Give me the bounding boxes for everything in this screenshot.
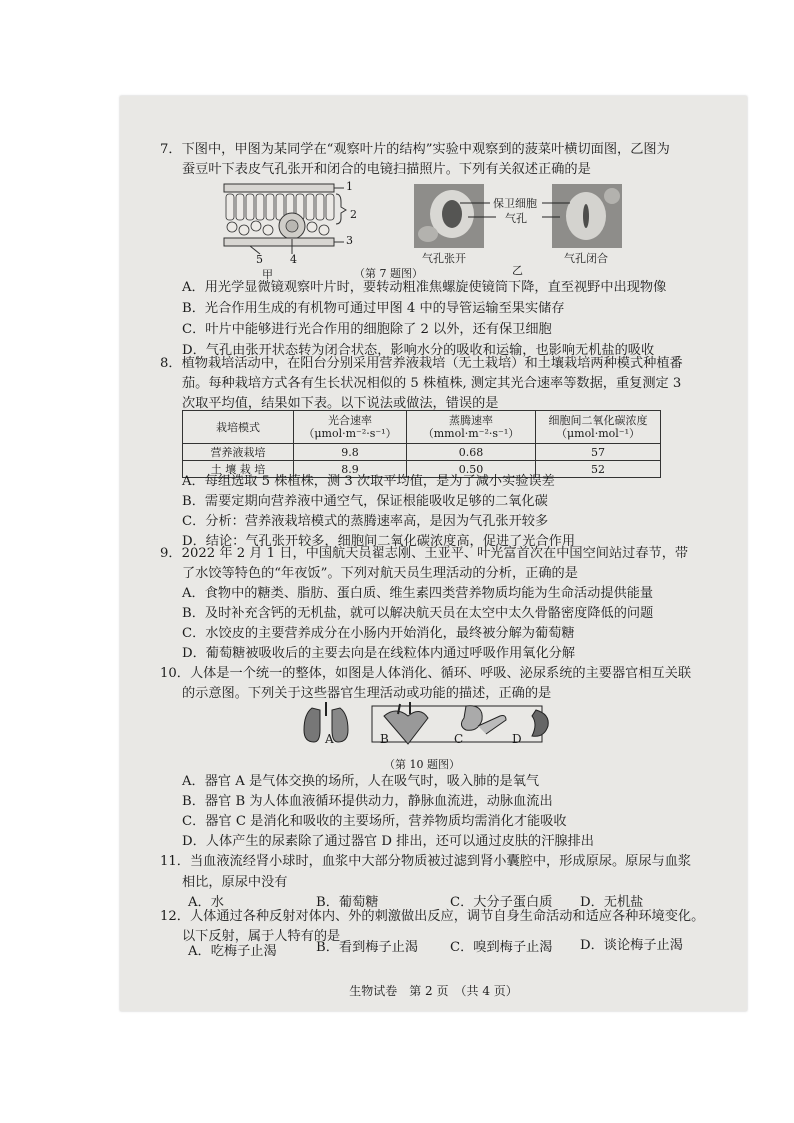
q11-stem-line1: 11．当血液流经肾小球时，血浆中大部分物质被过滤到肾小囊腔中，形成原尿。原尿与血浆: [160, 854, 692, 869]
q8-stem-line1: 8．植物栽培活动中，在阳台分别采用营养液栽培（无土栽培）和土壤栽培两种模式种植番: [160, 356, 683, 371]
organ-label-b: B: [380, 732, 389, 746]
organ-label-c: C: [454, 732, 464, 746]
q10-figure-caption: （第 10 题图）: [384, 758, 460, 771]
q11-option-a: A．水: [188, 895, 224, 910]
q12-option-a: A．吃梅子止渴: [188, 944, 277, 959]
q10-stem-line2: 的示意图。下列关于这些器官生理活动或功能的描述，正确的是: [182, 686, 552, 701]
organ-label-a: A: [325, 732, 334, 746]
q8-option-b: B．需要定期向营养液中通空气，保证根能吸收足够的二氧化碳: [182, 494, 548, 509]
q10-option-a: A．器官 A 是气体交换的场所，人在吸气时，吸入肺的是氧气: [182, 774, 540, 789]
q12-option-d: D．谈论梅子止渴: [580, 938, 683, 953]
q8-option-d: D．结论：气孔张开较多，细胞间二氧化碳浓度高，促进了光合作用: [182, 534, 576, 549]
q9-option-b: B．及时补充含钙的无机盐，就可以解决航天员在太空中太久骨骼密度降低的问题: [182, 606, 654, 621]
q10-option-b: B．器官 B 为人体血液循环提供动力，静脉血流进，动脉血流出: [182, 794, 553, 809]
table-header-co2: 细胞间二氧化碳浓度 （μmol·mol⁻¹）: [536, 411, 661, 444]
table-header-photosynthesis: 光合速率 （μmol·m⁻²·s⁻¹）: [294, 411, 407, 444]
q7-stem-line2: 蚕豆叶下表皮气孔张开和闭合的电镜扫描照片。下列有关叙述正确的是: [182, 162, 591, 177]
page-footer: 生物试卷 第 2 页 （共 4 页）: [349, 984, 518, 998]
q7-figure-caption: （第 7 题图）: [354, 267, 423, 280]
exam-page: [120, 96, 747, 1011]
leaf-label-4: 4: [290, 253, 297, 266]
q7-option-d: D．气孔由张开状态转为闭合状态，影响水分的吸收和运输，也影响无机盐的吸收: [182, 343, 655, 358]
q7-option-a: A．用光学显微镜观察叶片时，要转动粗准焦螺旋使镜筒下降，直至视野中出现物像: [182, 280, 667, 295]
q7-option-b: B．光合作用生成的有机物可通过甲图 4 中的导管运输至果实储存: [182, 301, 565, 316]
q8-stem-line2: 茄。每种栽培方式各有生长状况相似的 5 株植株, 测定其光合速率等数据，重复测定 3: [182, 376, 682, 391]
q7-option-c: C．叶片中能够进行光合作用的细胞除了 2 以外，还有保卫细胞: [182, 322, 552, 337]
table-row: 营养液栽培 9.8 0.68 57: [183, 444, 661, 461]
guard-cell-label: 保卫细胞: [493, 197, 537, 210]
q11-option-c: C．大分子蛋白质: [450, 895, 553, 910]
q12-stem-line1: 12．人体通过各种反射对体内、外的刺激做出反应，调节自身生命活动和适应各种环境变化。: [160, 909, 705, 924]
q11-option-b: B．葡萄糖: [316, 895, 379, 910]
leaf-label-5: 5: [256, 253, 263, 266]
figure-label-jia: 甲: [262, 268, 273, 281]
stoma-label: 气孔: [505, 212, 527, 225]
q10-option-c: C．器官 C 是消化和吸收的主要场所，营养物质均需消化才能吸收: [182, 814, 567, 829]
q11-option-d: D．无机盐: [580, 895, 644, 910]
kidney-icon: [532, 710, 548, 736]
heart-icon: [384, 702, 428, 744]
stoma-open-caption: 气孔张开: [422, 252, 466, 265]
q12-stem-line2: 以下反射，属于人特有的是: [182, 929, 341, 944]
stoma-closed-caption: 气孔闭合: [564, 252, 608, 265]
q7-stem-line1: 7．下图中，甲图为某同学在“观察叶片的结构”实验中观察到的菠菜叶横切面图，乙图为: [160, 142, 670, 157]
q10-stem-line1: 10．人体是一个统一的整体，如图是人体消化、循环、呼吸、泌尿系统的主要器官相互关联: [160, 666, 692, 681]
figure-label-yi: 乙: [512, 264, 523, 277]
q9-stem-line2: 了水饺等特色的“年夜饭”。下列对航天员生理活动的分析，正确的是: [182, 566, 578, 581]
q9-option-a: A．食物中的糖类、脂肪、蛋白质、维生素四类营养物质均能为生命活动提供能量: [182, 586, 654, 601]
leaf-label-2: 2: [350, 208, 357, 221]
table-header-transpiration: 蒸腾速率 （mmol·m⁻²·s⁻¹）: [407, 411, 536, 444]
q8-stem-line3: 次取平均值，结果如下表。以下说法或做法，错误的是: [182, 396, 499, 411]
q11-stem-line2: 相比，原尿中没有: [182, 875, 288, 890]
table-row: 土 壤 栽 培 8.9 0.50 52: [183, 461, 661, 478]
q12-option-c: C．嗅到梅子止渴: [450, 940, 553, 955]
q9-stem-line1: 9．2022 年 2 月 1 日，中国航天员翟志刚、王亚平、叶光富首次在中国空间站过春节，带: [160, 546, 689, 561]
organ-label-d: D: [512, 732, 522, 746]
q12-option-b: B．看到梅子止渴: [316, 940, 419, 955]
q8-option-c: C．分析：营养液栽培模式的蒸腾速率高，是因为气孔张开较多: [182, 514, 549, 529]
q10-option-d: D．人体产生的尿素除了通过器官 D 排出，还可以通过皮肤的汗腺排出: [182, 834, 594, 849]
table-header-mode: 栽培模式: [183, 411, 294, 444]
q9-option-c: C．水饺皮的主要营养成分在小肠内开始消化，最终被分解为葡萄糖: [182, 626, 575, 641]
q8-option-a: A．每组选取 5 株植株，测 3 次取平均值，是为了减小实验误差: [182, 474, 555, 489]
leaf-label-3: 3: [346, 234, 353, 247]
leaf-label-1: 1: [346, 180, 353, 193]
digestive-organ-icon: [461, 706, 506, 734]
q9-option-d: D．葡萄糖被吸收后的主要去向是在线粒体内通过呼吸作用氧化分解: [182, 646, 576, 661]
table-header-row: [183, 411, 661, 444]
cultivation-data-table: [182, 410, 661, 478]
